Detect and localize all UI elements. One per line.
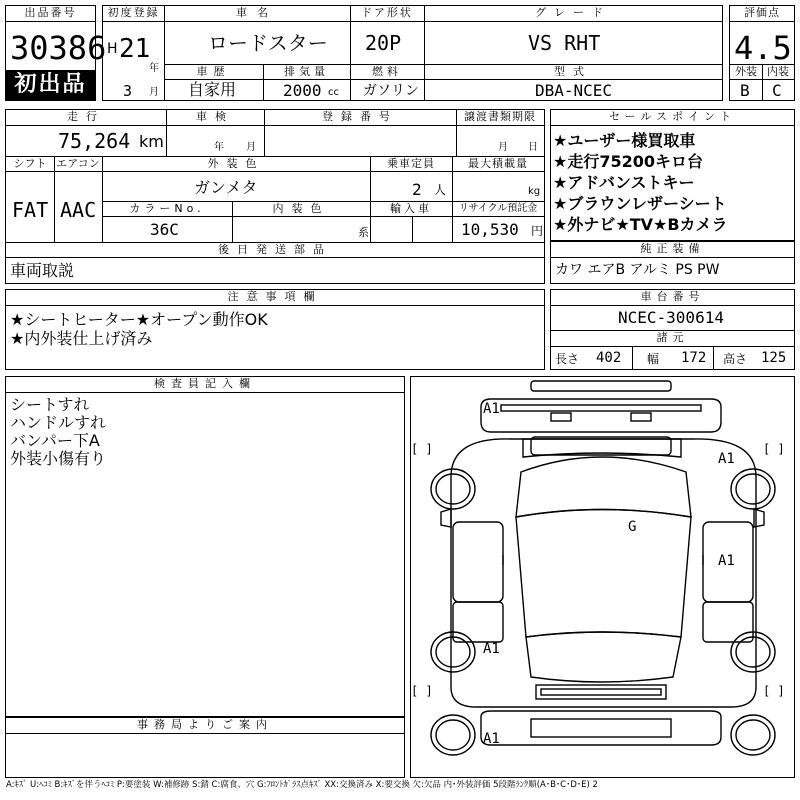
- year-unit: 年: [149, 63, 159, 74]
- history: 自家用: [188, 80, 237, 99]
- plate-label: 登録番号: [322, 110, 398, 123]
- displacement-label: 排気量: [284, 65, 329, 78]
- exterior-label: 外装: [735, 65, 757, 78]
- chassis-label: 車台番号: [640, 290, 705, 303]
- width: 172: [681, 350, 707, 366]
- inspection-label: 車検: [196, 110, 234, 123]
- transfer-month-unit: 月: [498, 142, 508, 153]
- recycle-unit: 円: [531, 224, 544, 238]
- grade: VS RHT: [528, 31, 601, 55]
- color-no: 36C: [150, 220, 179, 239]
- sales-point-item: ★ユーザー様買取車: [553, 131, 696, 150]
- interior-label: 内装: [767, 65, 789, 78]
- mileage-label: 走行: [67, 110, 105, 123]
- import-label: 輸入車: [390, 202, 432, 215]
- ext-color-label: 外装色: [207, 157, 265, 170]
- notes-line: ★内外装仕上げ済み: [10, 329, 153, 348]
- first-listing-badge: 初出品: [6, 70, 95, 100]
- transfer-label: 譲渡書類期限: [464, 110, 536, 123]
- chassis-number: NCEC-300614: [618, 308, 724, 327]
- notes-line: ★シートヒーター★オープン動作OK: [10, 310, 268, 329]
- width-label: 幅: [647, 352, 660, 366]
- later-parts-label: 後日発送部品: [218, 243, 332, 256]
- inspector-box: [5, 376, 405, 717]
- lot-label: 出品番号: [24, 6, 77, 19]
- model: DBA-NCEC: [535, 81, 613, 100]
- first-reg-label: 初度登録: [107, 6, 160, 19]
- office-box: [5, 717, 405, 778]
- ac-label: エアコン: [56, 157, 100, 170]
- door-label: ドア形状: [361, 6, 413, 19]
- damage-mark: A1: [483, 731, 500, 747]
- header-table: [102, 5, 723, 101]
- damage-mark: A1: [718, 451, 735, 467]
- history-label: 車歴: [196, 65, 231, 78]
- shift-label: シフト: [13, 157, 47, 170]
- sales-point-item: ★外ナビ★TV★Bカメラ: [553, 215, 728, 234]
- int-color-label: 内装色: [272, 202, 330, 215]
- era: H: [107, 41, 118, 57]
- first-reg-year: 21: [119, 34, 151, 64]
- equipment-label: 純正装備: [640, 242, 705, 255]
- grade-label: グレード: [535, 6, 611, 19]
- displacement: 2000: [283, 81, 322, 100]
- first-reg-month: 3: [123, 82, 133, 100]
- equipment-box: [550, 241, 795, 284]
- sales-point-item: ★アドバンストキー: [553, 173, 695, 192]
- int-color-unit: 系: [358, 226, 369, 239]
- length-label: 長さ: [555, 352, 580, 366]
- office-label: 事務局よりご案内: [137, 718, 273, 731]
- inspection-month-unit: 月: [246, 142, 256, 153]
- fuel-label: 燃料: [372, 65, 402, 78]
- lot-number: 30386: [10, 29, 107, 67]
- max-load-unit: kg: [528, 186, 541, 197]
- height: 125: [761, 350, 787, 366]
- bracket-left: [ ]: [411, 684, 433, 698]
- model-label: 型式: [554, 65, 592, 78]
- mileage: 75,264: [58, 129, 131, 153]
- inspector-line: ハンドルすれ: [10, 413, 107, 432]
- sales-points-label: セールスポイント: [608, 110, 736, 123]
- lot-box: [5, 5, 107, 101]
- later-parts: 車両取説: [10, 261, 75, 280]
- sales-point-item: ★ブラウンレザーシート: [553, 194, 727, 213]
- shift: FAT: [12, 198, 49, 222]
- capacity-unit: 人: [434, 183, 447, 197]
- interior-grade: C: [772, 81, 782, 100]
- notes-label: 注意事項欄: [227, 290, 323, 303]
- bracket-left: [ ]: [411, 442, 433, 456]
- damage-diagram: [410, 376, 795, 778]
- capacity-label: 乗車定員: [387, 157, 435, 170]
- sales-points-box: [550, 109, 795, 241]
- sales-point-item: ★走行75200キロ台: [553, 152, 704, 171]
- damage-mark: G: [628, 519, 637, 535]
- inspection-year-unit: 年: [214, 142, 224, 153]
- chassis-box: [550, 289, 795, 370]
- score-label: 評価点: [744, 6, 780, 19]
- recycle-fee: 10,530: [461, 220, 519, 239]
- car-name: ロードスター: [208, 31, 328, 55]
- ac: AAC: [60, 198, 97, 222]
- car-outline-diagram: [411, 377, 794, 777]
- damage-mark: A1: [718, 553, 735, 569]
- bracket-right: [ ]: [763, 442, 785, 456]
- inspector-line: 外装小傷有り: [10, 449, 107, 468]
- exterior-grade: B: [740, 81, 750, 100]
- length: 402: [596, 350, 622, 366]
- score: 4.5: [734, 29, 792, 67]
- inspector-line: シートすれ: [10, 395, 90, 414]
- damage-mark: A1: [483, 641, 500, 657]
- max-load-label: 最大積載量: [468, 157, 528, 170]
- ext-color: ガンメタ: [194, 178, 258, 197]
- damage-mark: A1: [483, 401, 500, 417]
- legend-text: A:ｷｽﾞ U:ﾍｺﾐ B:ｷｽﾞを伴うﾍｺﾐ P:要塗装 W:補修跡 S:錆 C:腐食、穴 G:ﾌﾛﾝﾄｶﾞﾗｽ点ｷｽﾞ XX:交換済み X:要交換 欠:欠品 内･外装評価 5段階ﾗﾝｸ順(A･B･C･D･E) 2: [6, 780, 598, 790]
- mileage-unit: km: [139, 132, 164, 151]
- car-name-label: 車名: [236, 6, 278, 19]
- equipment-value: カワ エアB アルミ PS PW: [555, 262, 720, 278]
- inspector-line: バンパー下A: [10, 431, 100, 450]
- bracket-right: [ ]: [763, 684, 785, 698]
- score-box: [729, 5, 795, 101]
- inspector-label: 検査員記入欄: [154, 377, 256, 390]
- height-label: 高さ: [723, 352, 748, 366]
- dims-label: 諸元: [656, 331, 689, 344]
- transfer-day-unit: 日: [528, 142, 538, 153]
- capacity: 2: [412, 180, 422, 199]
- fuel: ガソリン: [363, 83, 419, 99]
- displacement-unit: cc: [328, 87, 339, 98]
- color-no-label: カラーNo.: [129, 202, 205, 215]
- door-type: 20P: [365, 31, 402, 55]
- vehicle-info-table: [5, 109, 545, 284]
- notes-box: [5, 289, 545, 370]
- month-unit: 月: [149, 87, 159, 98]
- recycle-label: リサイクル預託金: [458, 203, 538, 214]
